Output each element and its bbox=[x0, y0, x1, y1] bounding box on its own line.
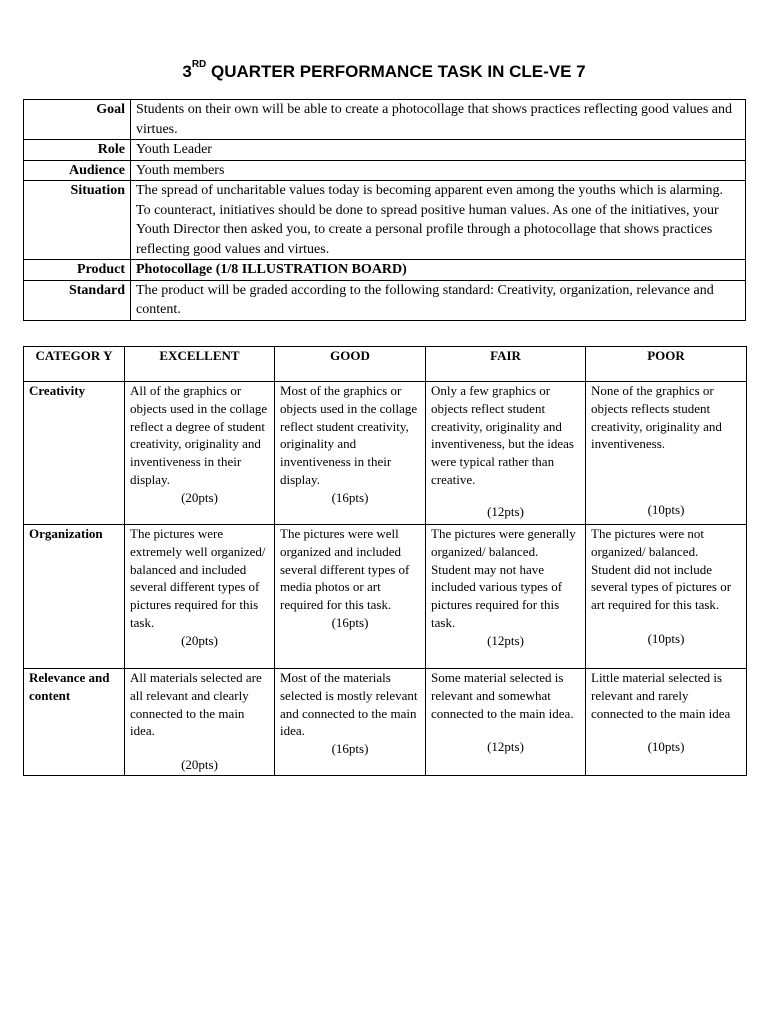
grasps-table bbox=[23, 99, 746, 321]
rubric-description: The pictures were generally organized/ balanced. Student may not have included various types of pictures required for this task. bbox=[431, 526, 576, 630]
rubric-description: Little material selected is relevant and rarely connected to the main idea bbox=[591, 670, 731, 721]
grasps-value: Youth members bbox=[131, 160, 746, 181]
rubric-points: (20pts) bbox=[181, 757, 218, 773]
rubric-description: Some material selected is relevant and somewhat connected to the main idea. bbox=[431, 670, 574, 721]
rubric-description: The pictures were not organized/ balanced. Student did not include several types of pictures or art required for this task. bbox=[591, 526, 732, 613]
rubric-row-relevance bbox=[24, 669, 747, 776]
rubric-cell bbox=[426, 382, 586, 525]
page-title bbox=[0, 59, 768, 82]
rubric-category: Creativity bbox=[24, 382, 125, 525]
grasps-row-goal bbox=[24, 100, 746, 140]
title-number: 3 bbox=[182, 62, 192, 81]
grasps-row-audience bbox=[24, 160, 746, 181]
grasps-row-role bbox=[24, 140, 746, 161]
rubric-category: Relevance and content bbox=[24, 669, 125, 776]
rubric-cell bbox=[426, 525, 586, 669]
grasps-label: Audience bbox=[24, 160, 131, 181]
rubric-header-row bbox=[24, 347, 747, 382]
rubric-description: Most of the materials selected is mostly relevant and connected to the main idea. bbox=[280, 670, 418, 739]
rubric-cell bbox=[125, 525, 275, 669]
grasps-value: The product will be graded according to the following standard: Creativity, organization, relevance and content. bbox=[131, 280, 746, 320]
grasps-row-situation bbox=[24, 181, 746, 260]
rubric-cell bbox=[275, 382, 426, 525]
rubric-points: (12pts) bbox=[487, 632, 524, 648]
rubric-header-poor: POOR bbox=[586, 347, 747, 382]
rubric-description: Only a few graphics or objects reflect student creativity, originality and inventiveness, but the ideas were typical rather than creative. bbox=[431, 383, 574, 487]
rubric-points: (16pts) bbox=[331, 614, 369, 630]
rubric-points: (10pts) bbox=[647, 502, 685, 518]
rubric-description: The pictures were extremely well organized/ balanced and included several different types of pictures required for this task. bbox=[130, 526, 266, 630]
rubric-points: (20pts) bbox=[181, 632, 218, 648]
rubric-category: Organization bbox=[24, 525, 125, 669]
grasps-label: Role bbox=[24, 140, 131, 161]
grasps-value: Youth Leader bbox=[131, 140, 746, 161]
rubric-row-organization bbox=[24, 525, 747, 669]
title-ordinal-suffix: RD bbox=[191, 59, 207, 70]
rubric-points: (16pts) bbox=[331, 741, 369, 757]
rubric-points: (12pts) bbox=[487, 503, 524, 519]
rubric-points: (16pts) bbox=[331, 489, 369, 505]
rubric-points: (20pts) bbox=[181, 489, 218, 505]
grasps-label: Standard bbox=[24, 280, 131, 320]
grasps-row-product bbox=[24, 260, 746, 281]
grasps-value: Students on their own will be able to create a photocollage that shows practices reflecting good values and virtues. bbox=[131, 100, 746, 140]
rubric-cell bbox=[586, 382, 747, 525]
rubric-description: All of the graphics or objects used in the collage reflect a degree of student creativity, originality and inventiveness in their display. bbox=[130, 383, 268, 487]
grasps-label: Goal bbox=[24, 100, 131, 140]
rubric-cell bbox=[275, 669, 426, 776]
rubric-description: All materials selected are all relevant and clearly connected to the main idea. bbox=[130, 670, 262, 739]
rubric-points: (10pts) bbox=[647, 630, 685, 646]
rubric-row-creativity bbox=[24, 382, 747, 525]
rubric-cell bbox=[275, 525, 426, 669]
rubric-header-good: GOOD bbox=[275, 347, 426, 382]
rubric-header-fair: FAIR bbox=[426, 347, 586, 382]
rubric-points: (10pts) bbox=[647, 739, 685, 755]
rubric-description: The pictures were well organized and included several different types of media photos or art required for this task. bbox=[280, 526, 410, 613]
rubric-cell bbox=[586, 525, 747, 669]
grasps-label: Product bbox=[24, 260, 131, 281]
grasps-value: The spread of uncharitable values today is becoming apparent even among the youths which is alarming. To counteract, initiatives should be done to spread positive human values. As one of the initiatives, your Youth Director then asked you, to create a personal profile through a photocollage that shows practices reflecting good values and virtues. bbox=[131, 181, 746, 260]
rubric-header-category: CATEGOR Y bbox=[24, 347, 125, 382]
grasps-row-standard bbox=[24, 280, 746, 320]
rubric-description: Most of the graphics or objects used in the collage reflect student creativity, originality and inventiveness in their display. bbox=[280, 383, 418, 487]
rubric-description: None of the graphics or objects reflects student creativity, originality and inventiveness. bbox=[591, 383, 722, 452]
rubric-table bbox=[23, 346, 747, 776]
title-text: QUARTER PERFORMANCE TASK IN CLE-VE 7 bbox=[206, 62, 586, 81]
grasps-value: Photocollage (1/8 ILLUSTRATION BOARD) bbox=[131, 260, 746, 281]
rubric-cell bbox=[426, 669, 586, 776]
grasps-label: Situation bbox=[24, 181, 131, 260]
rubric-cell bbox=[125, 669, 275, 776]
rubric-cell bbox=[125, 382, 275, 525]
rubric-header-excellent: EXCELLENT bbox=[125, 347, 275, 382]
rubric-points: (12pts) bbox=[487, 739, 524, 755]
rubric-cell bbox=[586, 669, 747, 776]
